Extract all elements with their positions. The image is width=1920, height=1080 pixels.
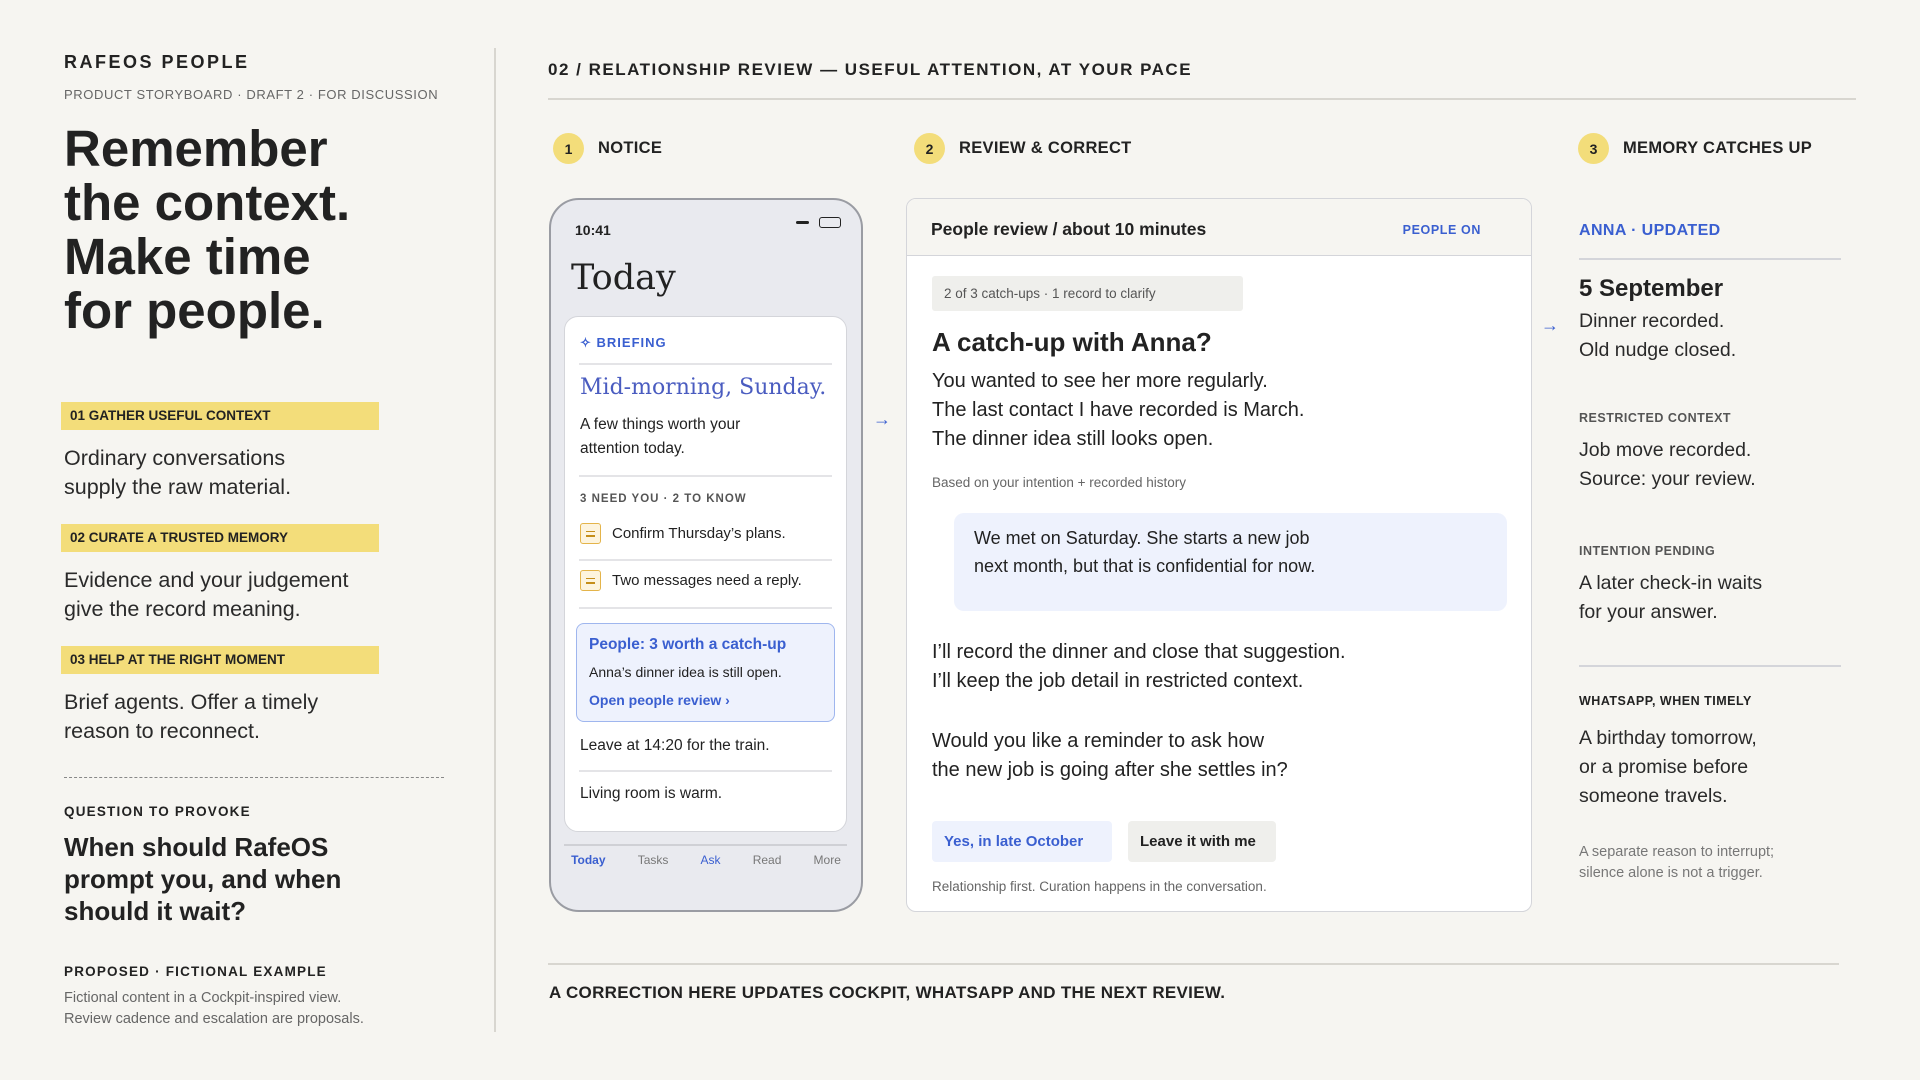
task-label: Confirm Thursday’s plans.: [612, 525, 786, 542]
briefing-sub: A few things worth your attention today.: [580, 416, 741, 457]
people-card[interactable]: [576, 623, 835, 722]
tab-today[interactable]: Today: [571, 853, 606, 867]
section-title: 02 / RELATIONSHIP REVIEW — USEFUL ATTENTION, AT YOUR PACE: [548, 60, 1193, 79]
step-number: 3: [1578, 133, 1609, 164]
tabbar-divider: [564, 844, 847, 846]
step-number: 2: [914, 133, 945, 164]
memory-heading: ANNA · UPDATED: [1579, 222, 1721, 239]
proposed-text: Fictional content in a Cockpit-inspired view. Review cadence and escalation are proposals.: [64, 990, 364, 1027]
phone-mockup: [549, 198, 863, 912]
status-time: 10:41: [575, 222, 611, 238]
dashed-divider: [64, 777, 444, 778]
tab-more[interactable]: More: [813, 853, 841, 867]
brand-subtitle: PRODUCT STORYBOARD · DRAFT 2 · FOR DISCUSSION: [64, 87, 439, 102]
review-body-prompt: Would you like a reminder to ask how the new job is going after she settles in?: [932, 730, 1288, 781]
step-3-text: Brief agents. Offer a timely reason to reconnect.: [64, 690, 319, 743]
status-badge: PEOPLE ON: [1402, 223, 1481, 237]
briefing-card: [564, 316, 847, 832]
whatsapp-text: A birthday tomorrow, or a promise before someone travels.: [1579, 727, 1757, 807]
signal-icon: [796, 221, 809, 224]
header-rule: [548, 98, 1856, 100]
user-message-bubble: We met on Saturday. She starts a new job next month, but that is confidential for now.: [954, 513, 1507, 611]
memory-rule: [1579, 665, 1841, 667]
task-item[interactable]: [580, 523, 786, 544]
tab-bar: [551, 853, 861, 867]
basis-note: Based on your intention + recorded history: [932, 475, 1187, 490]
footer-text: A CORRECTION HERE UPDATES COCKPIT, WHATSAPP AND THE NEXT REVIEW.: [549, 983, 1226, 1002]
people-card-title: People: 3 worth a catch-up: [589, 636, 787, 653]
pending-text: A later check-in waits for your answer.: [1579, 572, 1763, 623]
people-card-sub: Anna’s dinner idea is still open.: [589, 664, 782, 680]
flow-step-review: [914, 133, 1132, 164]
memory-date: 5 September: [1579, 275, 1724, 302]
flow-step-memory: [1578, 133, 1812, 164]
memory-rule: [1579, 258, 1841, 260]
step-label: MEMORY CATCHES UP: [1623, 139, 1813, 157]
task-icon: [580, 523, 601, 544]
review-footnote: Relationship first. Curation happens in the conversation.: [932, 879, 1267, 894]
task-label: Two messages need a reply.: [612, 572, 802, 589]
step-2-block: [64, 524, 379, 624]
briefing-label: ✧ BRIEFING: [580, 335, 667, 350]
step-3-block: [64, 646, 379, 746]
phone-page-title: Today: [571, 258, 676, 298]
review-question: A catch-up with Anna?: [932, 327, 1212, 357]
open-people-review-link[interactable]: Open people review ›: [589, 692, 730, 708]
task-item[interactable]: [580, 570, 802, 591]
tab-ask[interactable]: Ask: [700, 853, 721, 867]
progress-chip: 2 of 3 catch-ups · 1 record to clarify: [932, 276, 1243, 311]
review-header: [907, 199, 1531, 256]
arrow-right-icon: →: [1541, 315, 1559, 335]
restricted-text: Job move recorded. Source: your review.: [1579, 439, 1756, 490]
intro-column: [64, 52, 464, 338]
step-2-tag: 02 CURATE A TRUSTED MEMORY: [61, 524, 379, 552]
briefing-line: Leave at 14:20 for the train.: [580, 737, 770, 754]
tab-tasks[interactable]: Tasks: [637, 853, 669, 867]
review-panel: [906, 198, 1532, 912]
step-2-text: Evidence and your judgement give the record meaning.: [64, 568, 349, 621]
question-label: QUESTION TO PROVOKE: [64, 804, 251, 819]
arrow-right-icon: →: [873, 409, 891, 429]
memory-date-text: Dinner recorded. Old nudge closed.: [1579, 310, 1737, 361]
proposed-label: PROPOSED · FICTIONAL EXAMPLE: [64, 964, 327, 979]
whatsapp-label: WHATSAPP, WHEN TIMELY: [1579, 694, 1752, 708]
step-number: 1: [553, 133, 584, 164]
step-label: REVIEW & CORRECT: [959, 139, 1132, 157]
need-count: 3 NEED YOU · 2 TO KNOW: [580, 493, 747, 505]
briefing-heading: Mid-morning, Sunday.: [580, 375, 827, 400]
question-text: When should RafeOS prompt you, and when should it wait?: [64, 832, 342, 926]
status-icons: [796, 217, 841, 228]
battery-icon: [819, 217, 841, 228]
step-1-text: Ordinary conversations supply the raw material.: [64, 446, 292, 499]
flow-step-notice: [553, 133, 662, 164]
restricted-label: RESTRICTED CONTEXT: [1579, 411, 1732, 425]
pending-label: INTENTION PENDING: [1579, 544, 1716, 558]
card-divider: [579, 559, 832, 561]
tab-read[interactable]: Read: [752, 853, 782, 867]
card-divider: [579, 607, 832, 609]
headline: Remember the context. Make time for people.: [64, 120, 351, 339]
card-divider: [579, 363, 832, 365]
briefing-line: Living room is warm.: [580, 785, 723, 802]
step-1-tag: 01 GATHER USEFUL CONTEXT: [61, 402, 379, 430]
step-1-block: [64, 402, 379, 502]
task-icon: [580, 570, 601, 591]
column-divider: [494, 48, 496, 1032]
review-title: People review / about 10 minutes: [931, 219, 1207, 239]
review-body-context: You wanted to see her more regularly. The last contact I have recorded is March. The dinner idea still looks open.: [932, 370, 1305, 450]
card-divider: [579, 770, 832, 772]
review-body-actions: I’ll record the dinner and close that suggestion. I’ll keep the job detail in restricted context.: [932, 641, 1346, 692]
leave-it-with-me-button[interactable]: Leave it with me: [1128, 821, 1276, 862]
memory-note: A separate reason to interrupt; silence alone is not a trigger.: [1579, 844, 1775, 881]
brand-title: RAFEOS PEOPLE: [64, 52, 250, 72]
step-label: NOTICE: [598, 139, 663, 157]
yes-late-october-button[interactable]: Yes, in late October: [932, 821, 1112, 862]
card-divider: [579, 475, 832, 477]
step-3-tag: 03 HELP AT THE RIGHT MOMENT: [61, 646, 379, 674]
footer-rule: [548, 963, 1839, 965]
